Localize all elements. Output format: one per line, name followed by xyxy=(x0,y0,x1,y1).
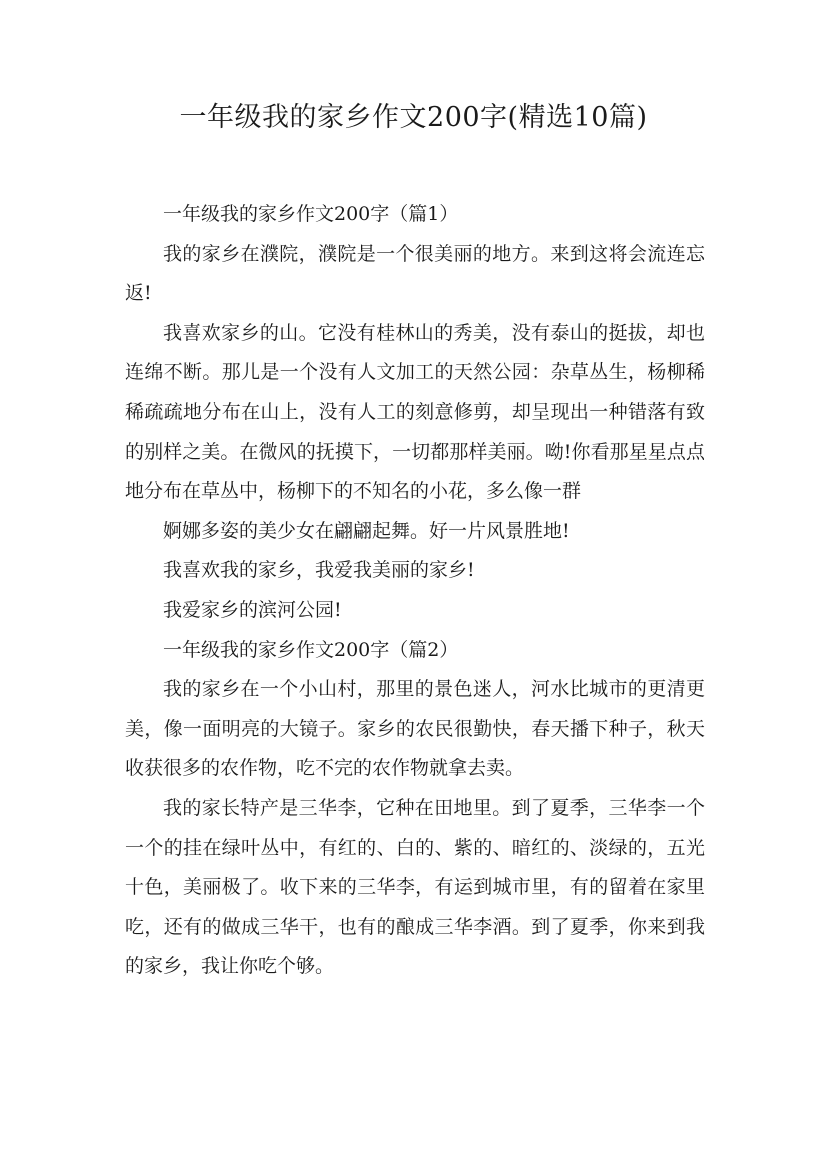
paragraph: 我爱家乡的滨河公园! xyxy=(163,598,342,621)
paragraph: 婀娜多姿的美少女在翩翩起舞。好一片风景胜地! xyxy=(163,519,570,542)
paragraph: 我喜欢我的家乡，我爱我美丽的家乡! xyxy=(163,559,475,582)
document-body xyxy=(125,195,705,987)
paragraph: 我的家乡在濮院，濮院是一个很美丽的地方。来到这将会流连忘返! xyxy=(125,242,705,305)
section-heading: 一年级我的家乡作文200字（篇2） xyxy=(163,638,459,661)
paragraph: 我的家长特产是三华李，它种在田地里。到了夏季，三华李一个一个的挂在绿叶丛中，有红的、白的、紫的、暗红的、淡绿的，五光十色，美丽极了。收下来的三华李，有运到城市里，有的留着在家里吃，还有的做成三华干，也有的酿成三华李酒。到了夏季，你来到我的家乡，我让你吃个够。 xyxy=(125,796,705,978)
document-title: 一年级我的家乡作文200字(精选10篇) xyxy=(179,102,648,133)
paragraph: 我的家乡在一个小山村，那里的景色迷人，河水比城市的更清更美，像一面明亮的大镜子。家乡的农民很勤快，春天播下种子，秋天收获很多的农作物，吃不完的农作物就拿去卖。 xyxy=(125,678,705,780)
section-heading: 一年级我的家乡作文200字（篇1） xyxy=(163,203,459,225)
paragraph: 我喜欢家乡的山。它没有桂林山的秀美，没有泰山的挺拔，却也连绵不断。那儿是一个没有人文加工的天然公园：杂草丛生，杨柳稀稀疏疏地分布在山上，没有人工的刻意修剪，却呈现出一种错落有致的别样之美。在微风的抚摸下，一切都那样美丽。呦!你看那星星点点地分布在草丛中，杨柳下的不知名的小花，多么像一群 xyxy=(125,321,705,503)
